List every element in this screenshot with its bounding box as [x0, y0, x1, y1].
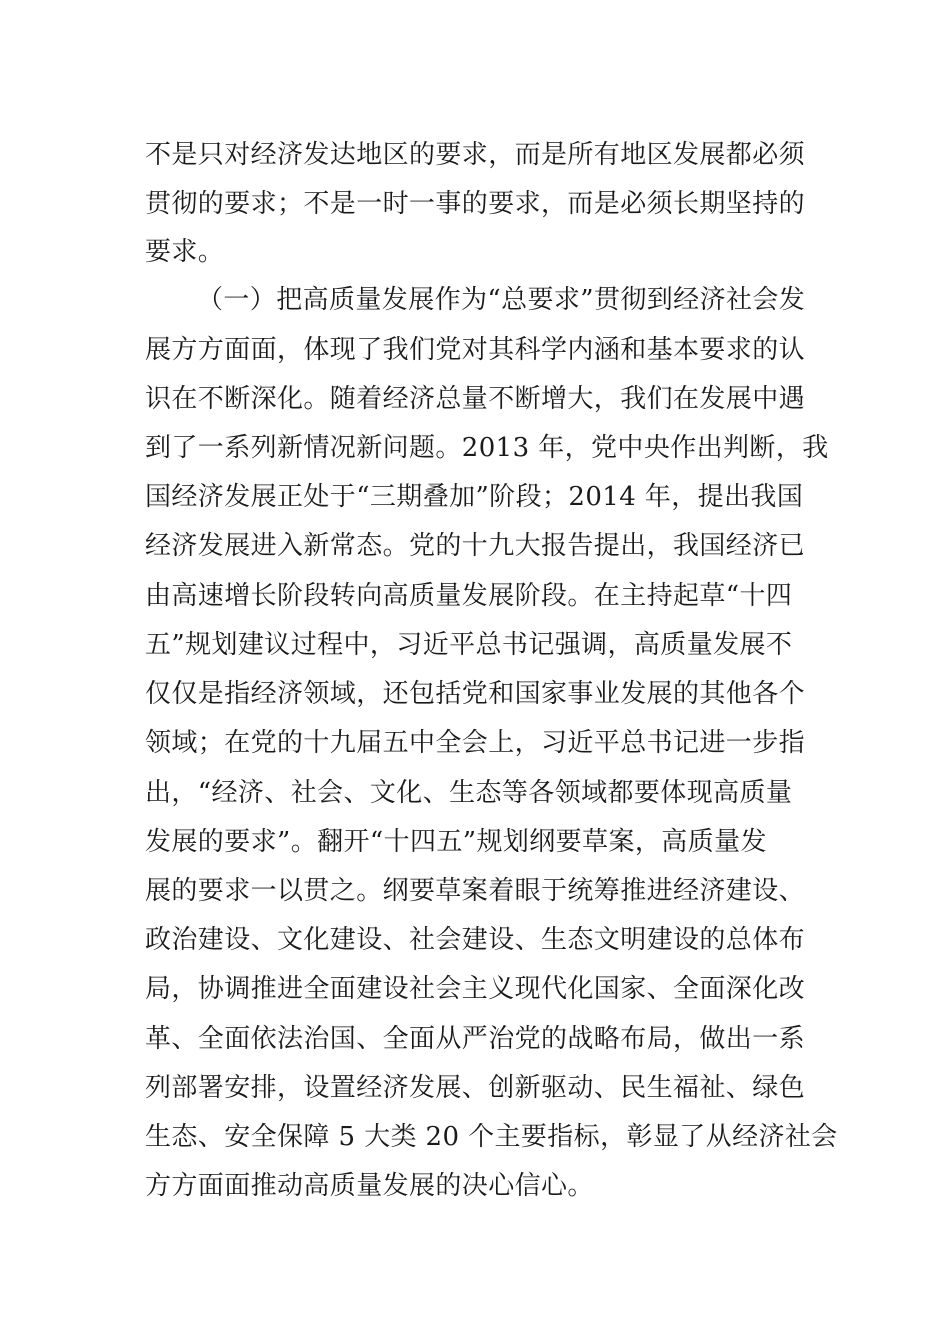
paragraph-heading-line: （一）把高质量发展作为“总要求”贯彻到经济社会发	[197, 285, 806, 315]
text-line: 生态、安全保障 5 大类 20 个主要指标，彰显了从经济社会	[145, 1122, 838, 1152]
text-line: 政治建设、文化建设、社会建设、生态文明建设的总体布	[145, 925, 806, 955]
text-line: 领域；在党的十九届五中全会上，习近平总书记进一步指	[145, 728, 806, 758]
text-line: 经济发展进入新常态。党的十九大报告提出，我国经济已	[145, 531, 806, 561]
text-line: 五”规划建议过程中，习近平总书记强调，高质量发展不	[145, 630, 793, 660]
text-line: 到了一系列新情况新问题。2013 年，党中央作出判断，我	[145, 433, 829, 463]
text-line: 出，“经济、社会、文化、生态等各领域都要体现高质量	[145, 778, 793, 808]
text-line: 仅仅是指经济领域，还包括党和国家事业发展的其他各个	[145, 679, 806, 709]
text-line: 展方方面面，体现了我们党对其科学内涵和基本要求的认	[145, 335, 806, 365]
text-line: 列部署安排，设置经济发展、创新驱动、民生福祉、绿色	[145, 1073, 806, 1103]
text-line: 方方面面推动高质量发展的决心信心。	[145, 1171, 594, 1201]
text-line: 发展的要求”。翻开“十四五”规划纲要草案，高质量发	[145, 827, 767, 857]
text-line: 识在不断深化。随着经济总量不断增大，我们在发展中遇	[145, 384, 806, 414]
text-line: 展的要求一以贯之。纲要草案着眼于统筹推进经济建设、	[145, 876, 806, 906]
text-line: 革、全面依法治国、全面从严治党的战略布局，做出一系	[145, 1024, 806, 1054]
text-line: 不是只对经济发达地区的要求，而是所有地区发展都必须	[145, 140, 806, 170]
text-line: 要求。	[145, 237, 225, 267]
text-line: 国经济发展正处于“三期叠加”阶段；2014 年，提出我国	[145, 482, 804, 512]
text-line: 局，协调推进全面建设社会主义现代化国家、全面深化改	[145, 974, 806, 1004]
text-line: 贯彻的要求；不是一时一事的要求，而是必须长期坚持的	[145, 189, 806, 219]
text-line: 由高速增长阶段转向高质量发展阶段。在主持起草“十四	[145, 581, 793, 611]
